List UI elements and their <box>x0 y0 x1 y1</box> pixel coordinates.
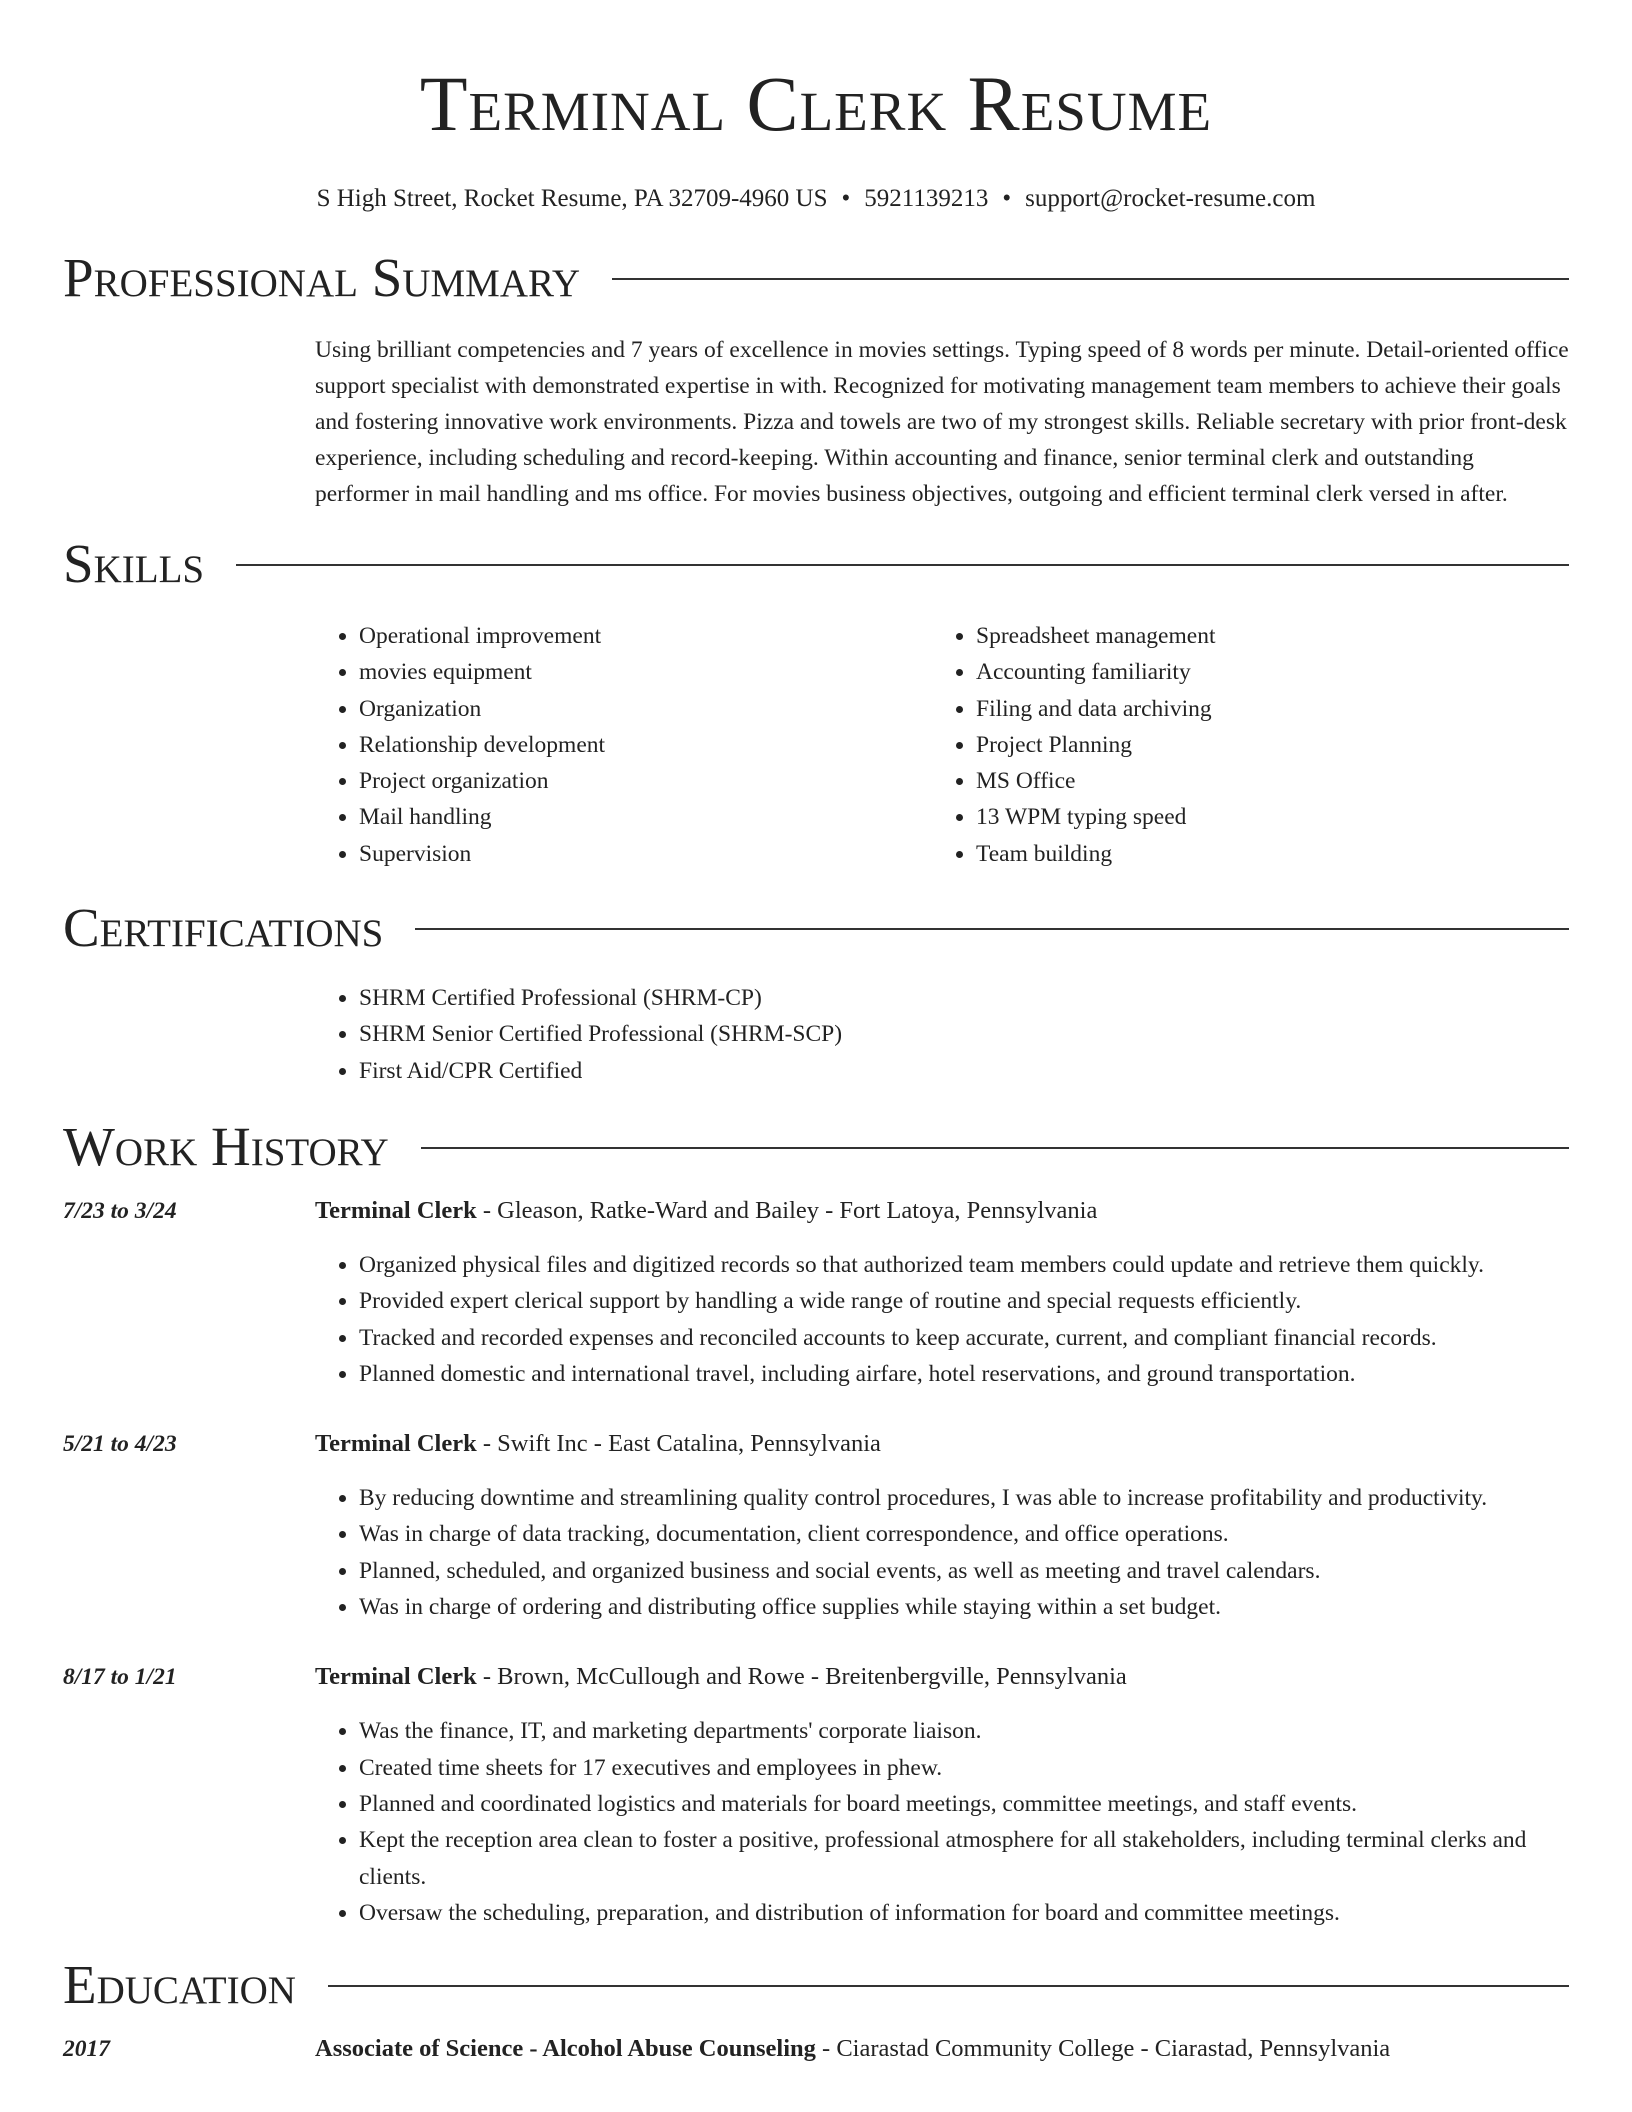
resume-title: Terminal Clerk Resume <box>419 60 1213 147</box>
job-bullet: • Organized physical files and digitized records so that authorized team members could update and retrieve them quickly. <box>359 1247 1569 1283</box>
job-bullet: • Planned and coordinated logistics and materials for board meetings, committee meetings, and staff events. <box>359 1786 1569 1822</box>
section-rule <box>421 1147 1569 1149</box>
job-heading <box>315 1193 1569 1229</box>
skill-item: • Team building <box>976 836 1549 872</box>
skill-item: • 13 WPM typing speed <box>976 799 1549 835</box>
section-heading: Professional Summary <box>63 247 581 308</box>
job-bullet: • Was in charge of ordering and distributing office supplies while staying within a set budget. <box>359 1589 1569 1625</box>
job-dates: 5/21 to 4/23 <box>63 1431 177 1458</box>
job-company: - Gleason, Ratke-Ward and Bailey - Fort Latoya, Pennsylvania <box>476 1196 1098 1224</box>
education-year: 2017 <box>63 2036 110 2063</box>
section-rule <box>415 928 1569 930</box>
contact-address: S High Street, Rocket Resume, PA 32709-4960 US <box>316 185 828 212</box>
section-heading: Education <box>63 1954 296 2016</box>
skill-item: • Supervision <box>359 836 932 872</box>
section-certifications <box>63 896 1569 960</box>
job-bullet: • Planned domestic and international travel, including airfare, hotel reservations, and ground transportation. <box>359 1356 1569 1392</box>
certifications-list <box>315 980 1569 1089</box>
job-entry <box>63 1659 1569 1931</box>
job-entry <box>63 1193 1569 1392</box>
education-entry <box>63 2031 1569 2067</box>
job-bullet: • Created time sheets for 17 executives and employees in phew. <box>359 1750 1569 1786</box>
job-bullet: • Provided expert clerical support by handling a wide range of routine and special requests efficiently. <box>359 1283 1569 1319</box>
job-bullet: • Was the finance, IT, and marketing departments' corporate liaison. <box>359 1713 1569 1749</box>
job-heading <box>315 1659 1569 1695</box>
section-rule <box>236 564 1569 566</box>
contact-line <box>63 184 1569 214</box>
skills-list <box>315 618 1569 872</box>
skill-item: • Project Planning <box>976 727 1549 763</box>
skill-item: • MS Office <box>976 763 1549 799</box>
skill-item: • Filing and data archiving <box>976 691 1549 727</box>
education-heading <box>315 2031 1569 2067</box>
job-bullet: • By reducing downtime and streamlining quality control procedures, I was able to increase profitability and productivity. <box>359 1480 1569 1516</box>
skill-item: • Relationship development <box>359 727 932 763</box>
job-dates: 8/17 to 1/21 <box>63 1664 177 1691</box>
section-education <box>63 1953 1569 2017</box>
certification-item: • First Aid/CPR Certified <box>359 1053 1569 1089</box>
job-bullet: • Was in charge of data tracking, documentation, client correspondence, and office operations. <box>359 1516 1569 1552</box>
skills-column-right <box>932 618 1549 872</box>
certification-item: • SHRM Senior Certified Professional (SHRM-SCP) <box>359 1016 1569 1052</box>
skills-column-left <box>315 618 932 872</box>
job-title: Terminal Clerk <box>315 1196 477 1224</box>
job-company: - Swift Inc - East Catalina, Pennsylvania <box>476 1430 881 1458</box>
job-title: Terminal Clerk <box>315 1663 477 1691</box>
skill-item: • movies equipment <box>359 654 932 690</box>
section-rule <box>328 1985 1569 1987</box>
job-bullet: • Tracked and recorded expenses and reconciled accounts to keep accurate, current, and compliant financial records. <box>359 1320 1569 1356</box>
job-bullet: • Planned, scheduled, and organized business and social events, as well as meeting and travel calendars. <box>359 1553 1569 1589</box>
job-bullet: • Kept the reception area clean to foster a positive, professional atmosphere for all stakeholders, including terminal clerks and clients. <box>359 1822 1569 1895</box>
job-entry <box>63 1426 1569 1625</box>
section-skills <box>63 532 1569 596</box>
job-title: Terminal Clerk <box>315 1430 477 1458</box>
section-heading: Skills <box>63 533 205 594</box>
certification-item: • SHRM Certified Professional (SHRM-CP) <box>359 980 1569 1016</box>
skill-item: • Spreadsheet management <box>976 618 1549 654</box>
education-degree: Associate of Science - Alcohol Abuse Counseling <box>315 2035 816 2063</box>
education-school: - Ciarastad Community College - Ciarastad, Pennsylvania <box>815 2035 1391 2063</box>
job-bullet: • Oversaw the scheduling, preparation, and distribution of information for board and committee meetings. <box>359 1895 1569 1931</box>
job-heading <box>315 1426 1569 1462</box>
section-summary <box>63 246 1569 310</box>
section-work-history <box>63 1115 1569 1179</box>
section-heading: Work History <box>63 1115 389 1177</box>
contact-email: support@rocket-resume.com <box>1025 185 1316 212</box>
skill-item: • Accounting familiarity <box>976 654 1549 690</box>
summary-text: Using brilliant competencies and 7 years of excellence in movies settings. Typing speed of 8 words per minute. Detail-oriented office support specialist with demonstrated expertise in with. Recognized for motivating management team members to achieve their goals and fostering innovative work environments. Pizza and towels are two of my strongest skills. Reliable secretary with prior front-desk experience, including scheduling and record-keeping. Within accounting and finance, senior terminal clerk and outstanding performer in mail handling and ms office. For movies business objectives, outgoing and efficient terminal clerk versed in after. <box>315 337 1569 507</box>
skill-item: • Organization <box>359 691 932 727</box>
section-rule <box>612 278 1569 280</box>
skill-item: • Mail handling <box>359 799 932 835</box>
contact-separator: • <box>1002 185 1012 212</box>
contact-phone: 5921139213 <box>864 185 989 212</box>
skill-item: • Project organization <box>359 763 932 799</box>
contact-separator: • <box>841 185 851 212</box>
skill-item: • Operational improvement <box>359 618 932 654</box>
job-company: - Brown, McCullough and Rowe - Breitenbergville, Pennsylvania <box>476 1663 1127 1691</box>
section-heading: Certifications <box>63 897 384 959</box>
job-dates: 7/23 to 3/24 <box>63 1197 177 1224</box>
